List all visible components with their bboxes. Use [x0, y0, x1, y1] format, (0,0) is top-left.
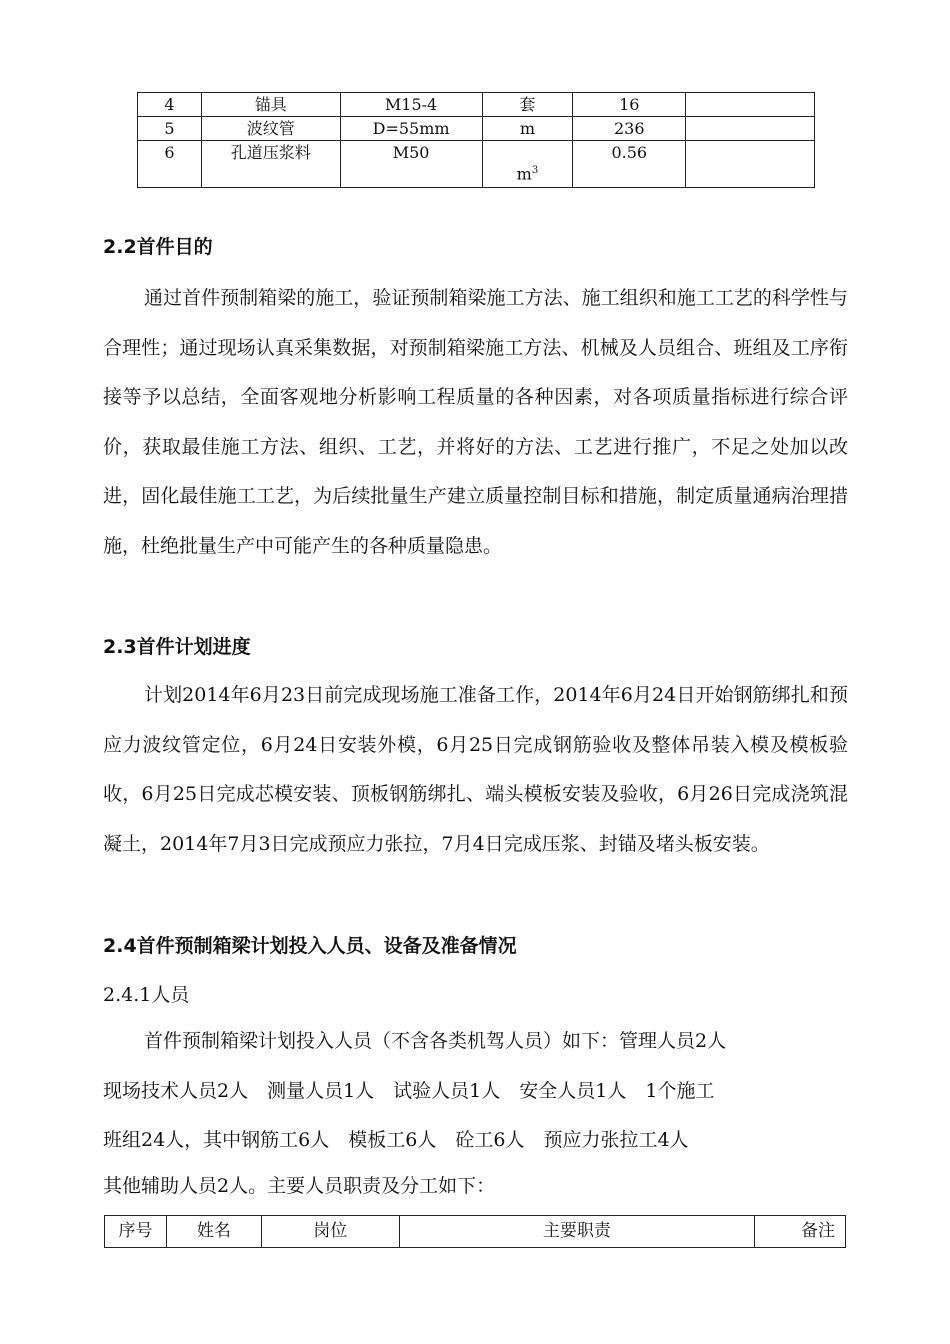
paragraph-purpose: 通过首件预制箱梁的施工，验证预制箱梁施工方法、施工组织和施工工艺的科学性与合理性；通过现场认真采集数据，对预制箱梁施工方法、机械及人员组合、班组及工序衔接等予以总结，全面客观地分析影响工程质量的各种因素，对各项质量指标进行综合评价，获取最佳施工方法、组织、工艺，并将好的方法、工艺进行推广，不足之处加以改进，固化最佳施工工艺，为后续批量生产建立质量控制目标和措施，制定质量通病治理措施，杜绝批量生产中可能产生的各种质量隐患。: [103, 287, 848, 557]
paragraph-personnel-line-1: 首件预制箱梁计划投入人员（不含各类机驾人员）如下：管理人员2人: [144, 1030, 727, 1052]
cell-name: 锚具: [201, 93, 340, 117]
unit-superscript: 3: [531, 165, 539, 176]
cell-qty: 0.56: [573, 141, 686, 188]
staff-table: [104, 1215, 846, 1248]
cell-no: 4: [138, 93, 202, 117]
cell-note: [686, 117, 815, 141]
heading-2-2: 2.2首件目的: [103, 236, 213, 258]
paragraph-personnel-line-3: 班组24人，其中钢筋工6人 模板工6人 砼工6人 预应力张拉工4人: [103, 1129, 689, 1151]
unit-cubic-meter: [483, 159, 573, 185]
cell-note: [686, 141, 815, 188]
unit-base: m: [516, 164, 532, 184]
heading-2-4-1: 2.4.1人员: [103, 984, 190, 1006]
table-row: [138, 93, 815, 117]
table-row: [138, 141, 815, 188]
cell-unit: 套: [482, 93, 573, 117]
cell-qty: 16: [573, 93, 686, 117]
paragraph-personnel-line-2: 现场技术人员2人 测量人员1人 试验人员1人 安全人员1人 1个施工: [103, 1080, 715, 1102]
cell-qty: 236: [573, 117, 686, 141]
paragraph-personnel-line-4: 其他辅助人员2人。主要人员职责及分工如下：: [103, 1175, 496, 1197]
table-row: [138, 117, 815, 141]
header-post: 岗位: [261, 1216, 399, 1248]
header-duty: 主要职责: [399, 1216, 754, 1248]
cell-unit: [482, 141, 573, 188]
cell-unit: m: [482, 117, 573, 141]
cell-name: 波纹管: [201, 117, 340, 141]
table-header-row: [105, 1216, 846, 1248]
cell-no: 6: [138, 141, 202, 188]
cell-no: 5: [138, 117, 202, 141]
paragraph-schedule: 计划2014年6月23日前完成现场施工准备工作，2014年6月24日开始钢筋绑扎和预应力波纹管定位，6月24日安装外模，6月25日完成钢筋验收及整体吊装入模及模板验收，6月25日完成芯模安装、顶板钢筋绑扎、端头模板安装及验收，6月26日完成浇筑混凝土，2014年7月3日完成预应力张拉，7月4日完成压浆、封锚及堵头板安装。: [103, 684, 848, 855]
heading-2-4: 2.4首件预制箱梁计划投入人员、设备及准备情况: [103, 935, 517, 957]
materials-table: [137, 92, 815, 188]
header-note: 备注: [755, 1216, 846, 1248]
header-no: 序号: [105, 1216, 167, 1248]
cell-name: 孔道压浆料: [201, 141, 340, 188]
cell-spec: M50: [340, 141, 482, 188]
cell-spec: M15-4: [340, 93, 482, 117]
header-name: 姓名: [166, 1216, 261, 1248]
cell-spec: D=55mm: [340, 117, 482, 141]
cell-note: [686, 93, 815, 117]
heading-2-3: 2.3首件计划进度: [103, 636, 251, 658]
